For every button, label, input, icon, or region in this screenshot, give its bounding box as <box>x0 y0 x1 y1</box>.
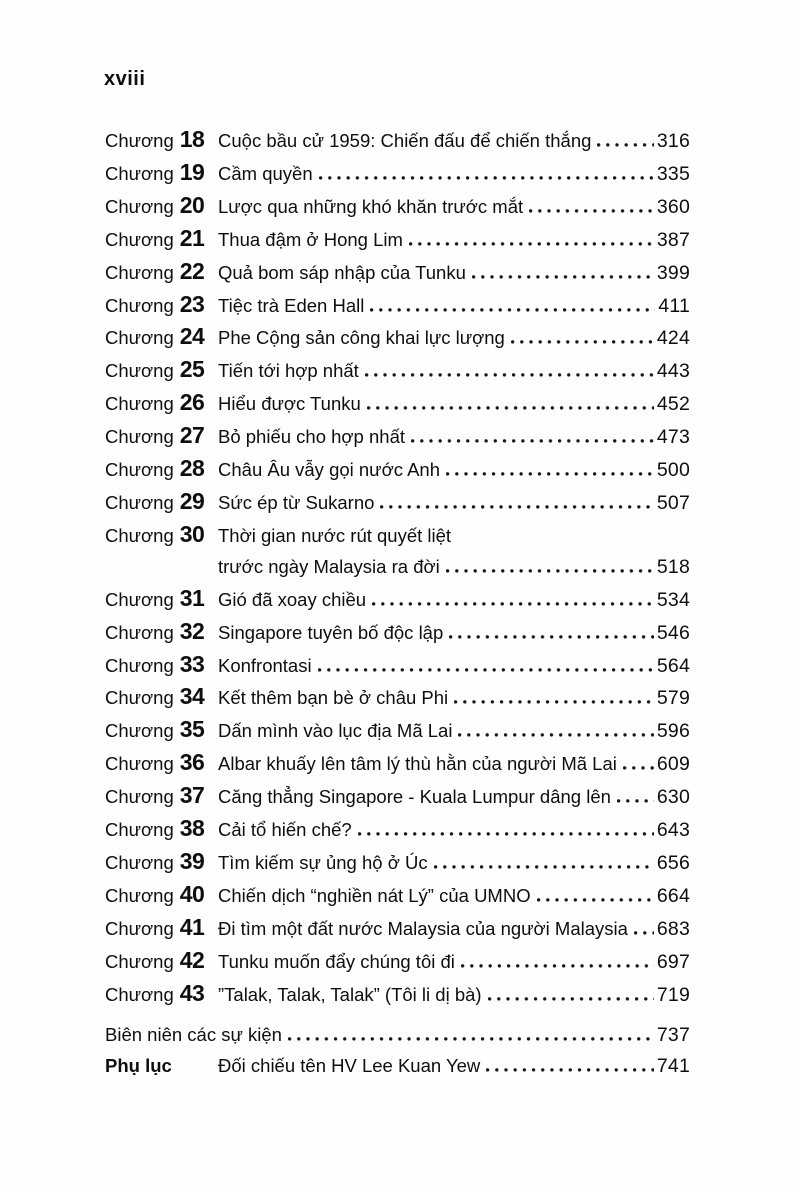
dot-leader <box>358 832 654 836</box>
toc-row <box>105 190 690 223</box>
toc-row <box>105 813 690 846</box>
chapter-word: Chương <box>105 687 174 709</box>
chapter-title: Singapore tuyên bố độc lập <box>218 621 444 643</box>
chapter-label <box>105 256 218 289</box>
page-number: 737 <box>656 1024 690 1047</box>
chapter-title: Căng thẳng Singapore - Kuala Lumpur dâng lên <box>218 786 611 808</box>
chapter-label <box>105 354 218 387</box>
chapter-label <box>105 420 218 453</box>
chapter-word: Chương <box>105 459 174 481</box>
appendix-label: Phụ lục <box>105 1055 172 1077</box>
chapter-number: 36 <box>179 749 205 776</box>
dot-leader <box>367 406 654 410</box>
chapter-word: Chương <box>105 753 174 775</box>
chapter-label <box>105 157 218 190</box>
chapter-title: Cầm quyền <box>218 162 313 184</box>
toc-row <box>105 256 690 289</box>
chapter-number: 37 <box>179 782 205 809</box>
chapter-number: 21 <box>179 224 205 251</box>
chapter-number: 20 <box>179 191 205 218</box>
chapter-label <box>105 846 218 879</box>
chapter-title: Tunku muốn đẩy chúng tôi đi <box>218 950 455 972</box>
dot-leader <box>458 733 653 737</box>
page-number: 387 <box>656 228 690 251</box>
chapter-word: Chương <box>105 228 174 250</box>
chapter-title: Quả bom sáp nhập của Tunku <box>218 261 466 283</box>
chapter-word: Chương <box>105 720 174 742</box>
page-number: 518 <box>656 555 690 578</box>
chapter-number: 19 <box>179 158 205 185</box>
toc-row <box>105 519 690 552</box>
dot-leader <box>537 898 654 902</box>
dot-leader <box>411 439 654 443</box>
page-number: 564 <box>656 654 690 677</box>
toc-row <box>105 978 690 1011</box>
chapter-number: 41 <box>179 913 205 940</box>
chapter-word: Chương <box>105 884 174 906</box>
page-number: 534 <box>656 588 690 611</box>
dot-leader <box>634 931 654 935</box>
chapter-label <box>105 387 218 420</box>
dot-leader <box>446 569 654 573</box>
toc-row <box>105 157 690 190</box>
chapter-label <box>105 714 218 747</box>
chapter-label <box>105 879 218 912</box>
toc-row <box>105 1051 690 1082</box>
dot-leader <box>288 1037 654 1041</box>
chapter-label <box>105 813 218 846</box>
dot-leader <box>365 373 654 377</box>
chapter-word: Chương <box>105 983 174 1005</box>
dot-leader <box>319 176 654 180</box>
chapter-number: 32 <box>179 617 205 644</box>
chapter-word: Chương <box>105 786 174 808</box>
chapter-word: Chương <box>105 162 174 184</box>
chapter-number: 24 <box>179 323 205 350</box>
chapter-title: Cải tổ hiến chế? <box>218 819 352 841</box>
toc-row <box>105 879 690 912</box>
chapter-word: Chương <box>105 950 174 972</box>
toc-row <box>105 289 690 322</box>
page-number: 741 <box>656 1055 690 1078</box>
toc-row <box>105 681 690 714</box>
chapter-label <box>105 649 218 682</box>
dot-leader <box>529 209 654 213</box>
page-number-roman: xviii <box>104 68 146 90</box>
toc-row <box>105 747 690 780</box>
chapter-title: Gió đã xoay chiều <box>218 588 367 610</box>
chapter-number: 27 <box>179 422 205 449</box>
chapter-title: Sức ép từ Sukarno <box>218 491 375 513</box>
chapter-number: 38 <box>179 815 205 842</box>
toc-row <box>105 321 690 354</box>
page-number: 630 <box>656 786 690 809</box>
dot-leader <box>318 668 654 672</box>
chapter-label <box>105 616 218 649</box>
chapter-title: Thời gian nước rút quyết liệt <box>218 524 452 546</box>
page-number: 507 <box>656 491 690 514</box>
toc-row <box>105 223 690 256</box>
page-number: 452 <box>656 393 690 416</box>
chapter-word: Chương <box>105 393 174 415</box>
page-number: 664 <box>656 884 690 907</box>
toc-row <box>105 420 690 453</box>
page-number: 697 <box>656 950 690 973</box>
chapter-number: 43 <box>179 979 205 1006</box>
appendix-title: Đối chiếu tên HV Lee Kuan Yew <box>218 1055 481 1077</box>
toc-row <box>105 453 690 486</box>
chapter-label <box>105 747 218 780</box>
chapter-label <box>105 124 218 157</box>
dot-leader <box>409 242 654 246</box>
toc-row <box>105 912 690 945</box>
page-number: 335 <box>656 162 690 185</box>
dot-leader <box>486 1068 654 1072</box>
chapter-word: Chương <box>105 195 174 217</box>
page-number: 596 <box>656 720 690 743</box>
chapter-label <box>105 321 218 354</box>
chapter-number: 31 <box>179 584 205 611</box>
toc-row <box>105 1020 690 1051</box>
chapter-number: 29 <box>179 487 205 514</box>
chapter-word: Chương <box>105 621 174 643</box>
toc-row <box>105 124 690 157</box>
chapter-label <box>105 289 218 322</box>
dot-leader <box>372 602 654 606</box>
page-number: 360 <box>656 195 690 218</box>
chapter-number: 18 <box>179 126 205 152</box>
chapter-number: 25 <box>179 356 205 383</box>
toc-row <box>105 945 690 978</box>
page-number: 579 <box>656 687 690 710</box>
section-title: Biên niên các sự kiện <box>105 1024 282 1046</box>
page-number: 399 <box>656 261 690 284</box>
page-number: 500 <box>656 459 690 482</box>
toc-row <box>105 552 690 583</box>
chapter-number: 35 <box>179 716 205 743</box>
chapter-title: Châu Âu vẫy gọi nước Anh <box>218 459 440 481</box>
chapter-number: 42 <box>179 946 205 973</box>
chapter-title: Dấn mình vào lục địa Mã Lai <box>218 720 453 742</box>
toc-row <box>105 387 690 420</box>
chapter-title: ”Talak, Talak, Talak” (Tôi li dị bà) <box>218 983 482 1005</box>
chapter-label <box>105 681 218 714</box>
page-number: 411 <box>658 294 690 317</box>
dot-leader <box>446 472 654 476</box>
chapter-word: Chương <box>105 654 174 676</box>
toc-row <box>105 649 690 682</box>
chapter-word: Chương <box>105 588 174 610</box>
chapter-word: Chương <box>105 851 174 873</box>
page-number: 656 <box>656 851 690 874</box>
chapter-title: Tìm kiếm sự ủng hộ ở Úc <box>218 851 428 873</box>
dot-leader <box>623 766 654 770</box>
chapter-word: Chương <box>105 294 174 316</box>
chapter-title: Cuộc bầu cử 1959: Chiến đấu để chiến thắng <box>218 130 592 151</box>
chapter-number: 33 <box>179 650 205 677</box>
dot-leader <box>461 964 654 968</box>
dot-leader <box>617 799 654 803</box>
toc-row <box>105 486 690 519</box>
toc-row <box>105 354 690 387</box>
chapter-title: Phe Cộng sản công khai lực lượng <box>218 327 505 349</box>
chapter-label <box>105 912 218 945</box>
chapter-number: 22 <box>179 257 205 284</box>
chapter-label <box>105 519 218 552</box>
chapter-number: 40 <box>179 880 205 907</box>
chapter-title-line2: trước ngày Malaysia ra đời <box>218 555 440 577</box>
chapter-word: Chương <box>105 261 174 283</box>
chapter-title: Thua đậm ở Hong Lim <box>218 228 403 250</box>
chapter-label <box>105 486 218 519</box>
chapter-number: 28 <box>179 455 205 482</box>
chapter-title: Hiểu được Tunku <box>218 393 361 415</box>
toc-list <box>105 124 690 1082</box>
page-number: 424 <box>656 327 690 350</box>
chapter-number: 34 <box>179 683 205 710</box>
dot-leader <box>370 308 655 312</box>
dot-leader <box>597 143 653 147</box>
chapter-number: 39 <box>179 847 205 874</box>
chapter-title: Bỏ phiếu cho hợp nhất <box>218 426 405 448</box>
chapter-title: Tiến tới hợp nhất <box>218 360 359 382</box>
page-number: 546 <box>656 621 690 644</box>
chapter-title: Lược qua những khó khăn trước mắt <box>218 195 524 217</box>
dot-leader <box>511 340 654 344</box>
chapter-number: 26 <box>179 389 205 416</box>
dot-leader <box>449 635 654 639</box>
chapter-number: 30 <box>179 520 205 547</box>
chapter-word: Chương <box>105 524 174 546</box>
toc-row <box>105 846 690 879</box>
chapter-title: Chiến dịch “nghiền nát Lý” của UMNO <box>218 884 531 906</box>
page-number: 683 <box>656 917 690 940</box>
dot-leader <box>472 275 654 279</box>
chapter-label <box>105 945 218 978</box>
dot-leader <box>380 505 653 509</box>
page-number: 316 <box>656 130 690 152</box>
chapter-title: Kết thêm bạn bè ở châu Phi <box>218 687 449 709</box>
chapter-title: Đi tìm một đất nước Malaysia của người Malaysia <box>218 917 628 939</box>
page-number: 719 <box>656 983 690 1006</box>
chapter-word: Chương <box>105 819 174 841</box>
page-number: 473 <box>656 426 690 449</box>
chapter-number: 23 <box>179 290 205 317</box>
dot-leader <box>488 997 654 1001</box>
chapter-word: Chương <box>105 130 174 151</box>
toc-row <box>105 616 690 649</box>
toc-row <box>105 714 690 747</box>
chapter-title: Albar khuấy lên tâm lý thù hằn của người Mã Lai <box>218 753 617 775</box>
chapter-label <box>105 583 218 616</box>
chapter-word: Chương <box>105 426 174 448</box>
chapter-title: Tiệc trà Eden Hall <box>218 294 365 316</box>
toc-row <box>105 780 690 813</box>
chapter-word: Chương <box>105 360 174 382</box>
chapter-word: Chương <box>105 917 174 939</box>
chapter-label <box>105 453 218 486</box>
page-number: 609 <box>656 753 690 776</box>
chapter-label <box>105 223 218 256</box>
chapter-word: Chương <box>105 327 174 349</box>
chapter-label <box>105 190 218 223</box>
page-number: 443 <box>656 360 690 383</box>
dot-leader <box>454 700 654 704</box>
dot-leader <box>434 865 654 869</box>
chapter-word: Chương <box>105 491 174 513</box>
toc-row <box>105 583 690 616</box>
page-number: 643 <box>656 819 690 842</box>
chapter-label <box>105 780 218 813</box>
chapter-label <box>105 978 218 1011</box>
chapter-title: Konfrontasi <box>218 654 312 676</box>
